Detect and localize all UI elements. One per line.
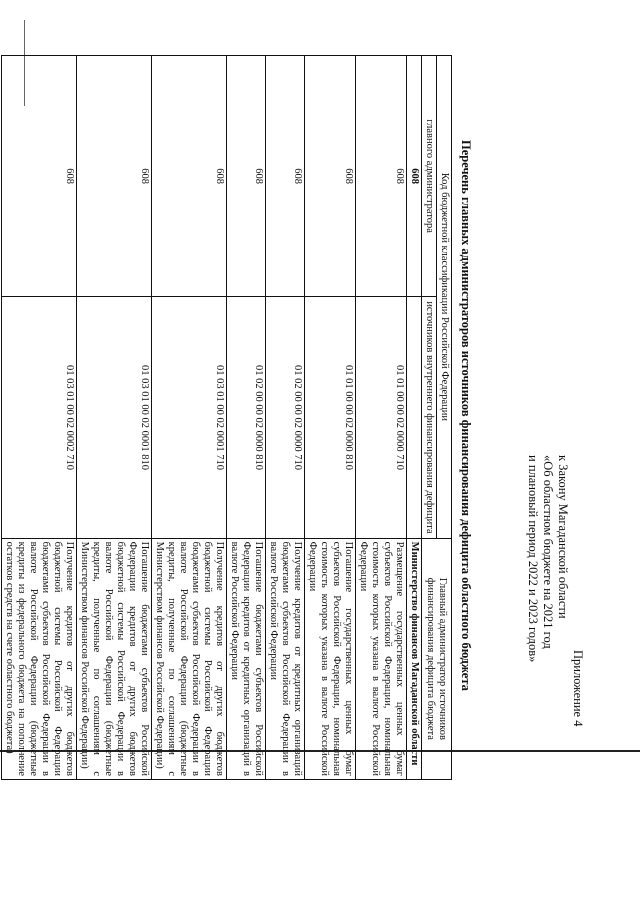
table-row (356, 56, 407, 780)
appendix-line-2: к Закону Магаданской области (556, 455, 570, 619)
administrator-name-cell: Министерство финансов Магаданской области (407, 538, 422, 779)
appendix-line-1: Приложение 4 (571, 650, 585, 727)
administrator-name-cell: Получение кредитов от кредитных организаций бюджетами субъектов Российской Федерации в валюте Российской Федерации (266, 538, 305, 779)
admin-code-cell: 608 (407, 56, 422, 297)
administrator-name-cell: Получение кредитов от других бюджетов бюджетной системы Российской Федерации бюджетами субъектов Российской Федерации в валюте Российской Федерации (бюджетные кредиты из федерального бюджета на пополнение остатков средств на счете областного бюджета) (2, 538, 77, 779)
appendix-header (525, 455, 585, 780)
admin-code-cell: 608 (2, 56, 77, 297)
administrator-name-cell: Погашение государственных ценных бумаг субъектов Российской Федерации, номинальная стоимость которых указана в валюте Российской Федерации (305, 538, 356, 779)
table-row (2, 56, 77, 780)
appendix-line-3: «Об областном бюджете на 2021 год (541, 455, 555, 649)
table-row (407, 56, 422, 780)
administrator-name-cell: Погашение бюджетами субъектов Российской Федерации кредитов от кредитных организаций в валюте Российской Федерации (227, 538, 266, 779)
admin-code-cell: 608 (152, 56, 227, 297)
appendix-line-4: и плановый период 2022 и 2023 годов» (526, 455, 540, 663)
source-code-cell: 01 02 00 00 02 0000 710 (266, 297, 305, 538)
header-administrator-name: Главный администратор источников финансирования дефицита бюджета (422, 538, 452, 779)
source-code-cell: 01 02 00 00 02 0000 810 (227, 297, 266, 538)
table-body (2, 56, 422, 780)
header-classification-code: Код бюджетной классификации Российской Федерации (437, 56, 452, 539)
source-code-cell: 01 01 00 00 02 0000 810 (305, 297, 356, 538)
table-row (152, 56, 227, 780)
document-title: Перечень главных администраторов источников финансирования дефицита областного бюджета (459, 140, 473, 691)
administrator-name-cell: Получение кредитов от других бюджетов бюджетной системы Российской Федерации бюджетами субъектов Российской Федерации в валюте Российской Федерации (бюджетные кредиты, полученные по соглашениям с Министерством финансов Российской Федерации) (152, 538, 227, 779)
table-row (227, 56, 266, 780)
table-row (266, 56, 305, 780)
source-code-cell: 01 03 01 00 02 0002 710 (2, 297, 77, 538)
administrators-table (1, 55, 452, 780)
source-code-cell: 01 03 01 00 02 0001 810 (77, 297, 152, 538)
table-row (305, 56, 356, 780)
source-code-cell (407, 297, 422, 538)
table-header-row (437, 56, 452, 780)
admin-code-cell: 608 (356, 56, 407, 297)
header-admin-code: главного администратора (422, 56, 437, 297)
admin-code-cell: 608 (266, 56, 305, 297)
header-source-code: источников внутреннего финансирования дефицита (422, 297, 437, 538)
administrator-name-cell: Погашение бюджетами субъектов Российской Федерации кредитов от других бюджетов бюджетной системы Российской Федерации в валюте Российской Федерации (бюджетные кредиты, полученные по соглашениям с Министерством финансов Российской Федерации) (77, 538, 152, 779)
source-code-cell: 01 01 00 00 02 0000 710 (356, 297, 407, 538)
admin-code-cell: 608 (305, 56, 356, 297)
admin-code-cell: 608 (227, 56, 266, 297)
administrator-name-cell: Размещение государственных ценных бумаг субъектов Российской Федерации, номинальная стоимость которых указана в валюте Российской Федерации (356, 538, 407, 779)
table-row (77, 56, 152, 780)
admin-code-cell: 608 (77, 56, 152, 297)
source-code-cell: 01 03 01 00 02 0001 710 (152, 297, 227, 538)
